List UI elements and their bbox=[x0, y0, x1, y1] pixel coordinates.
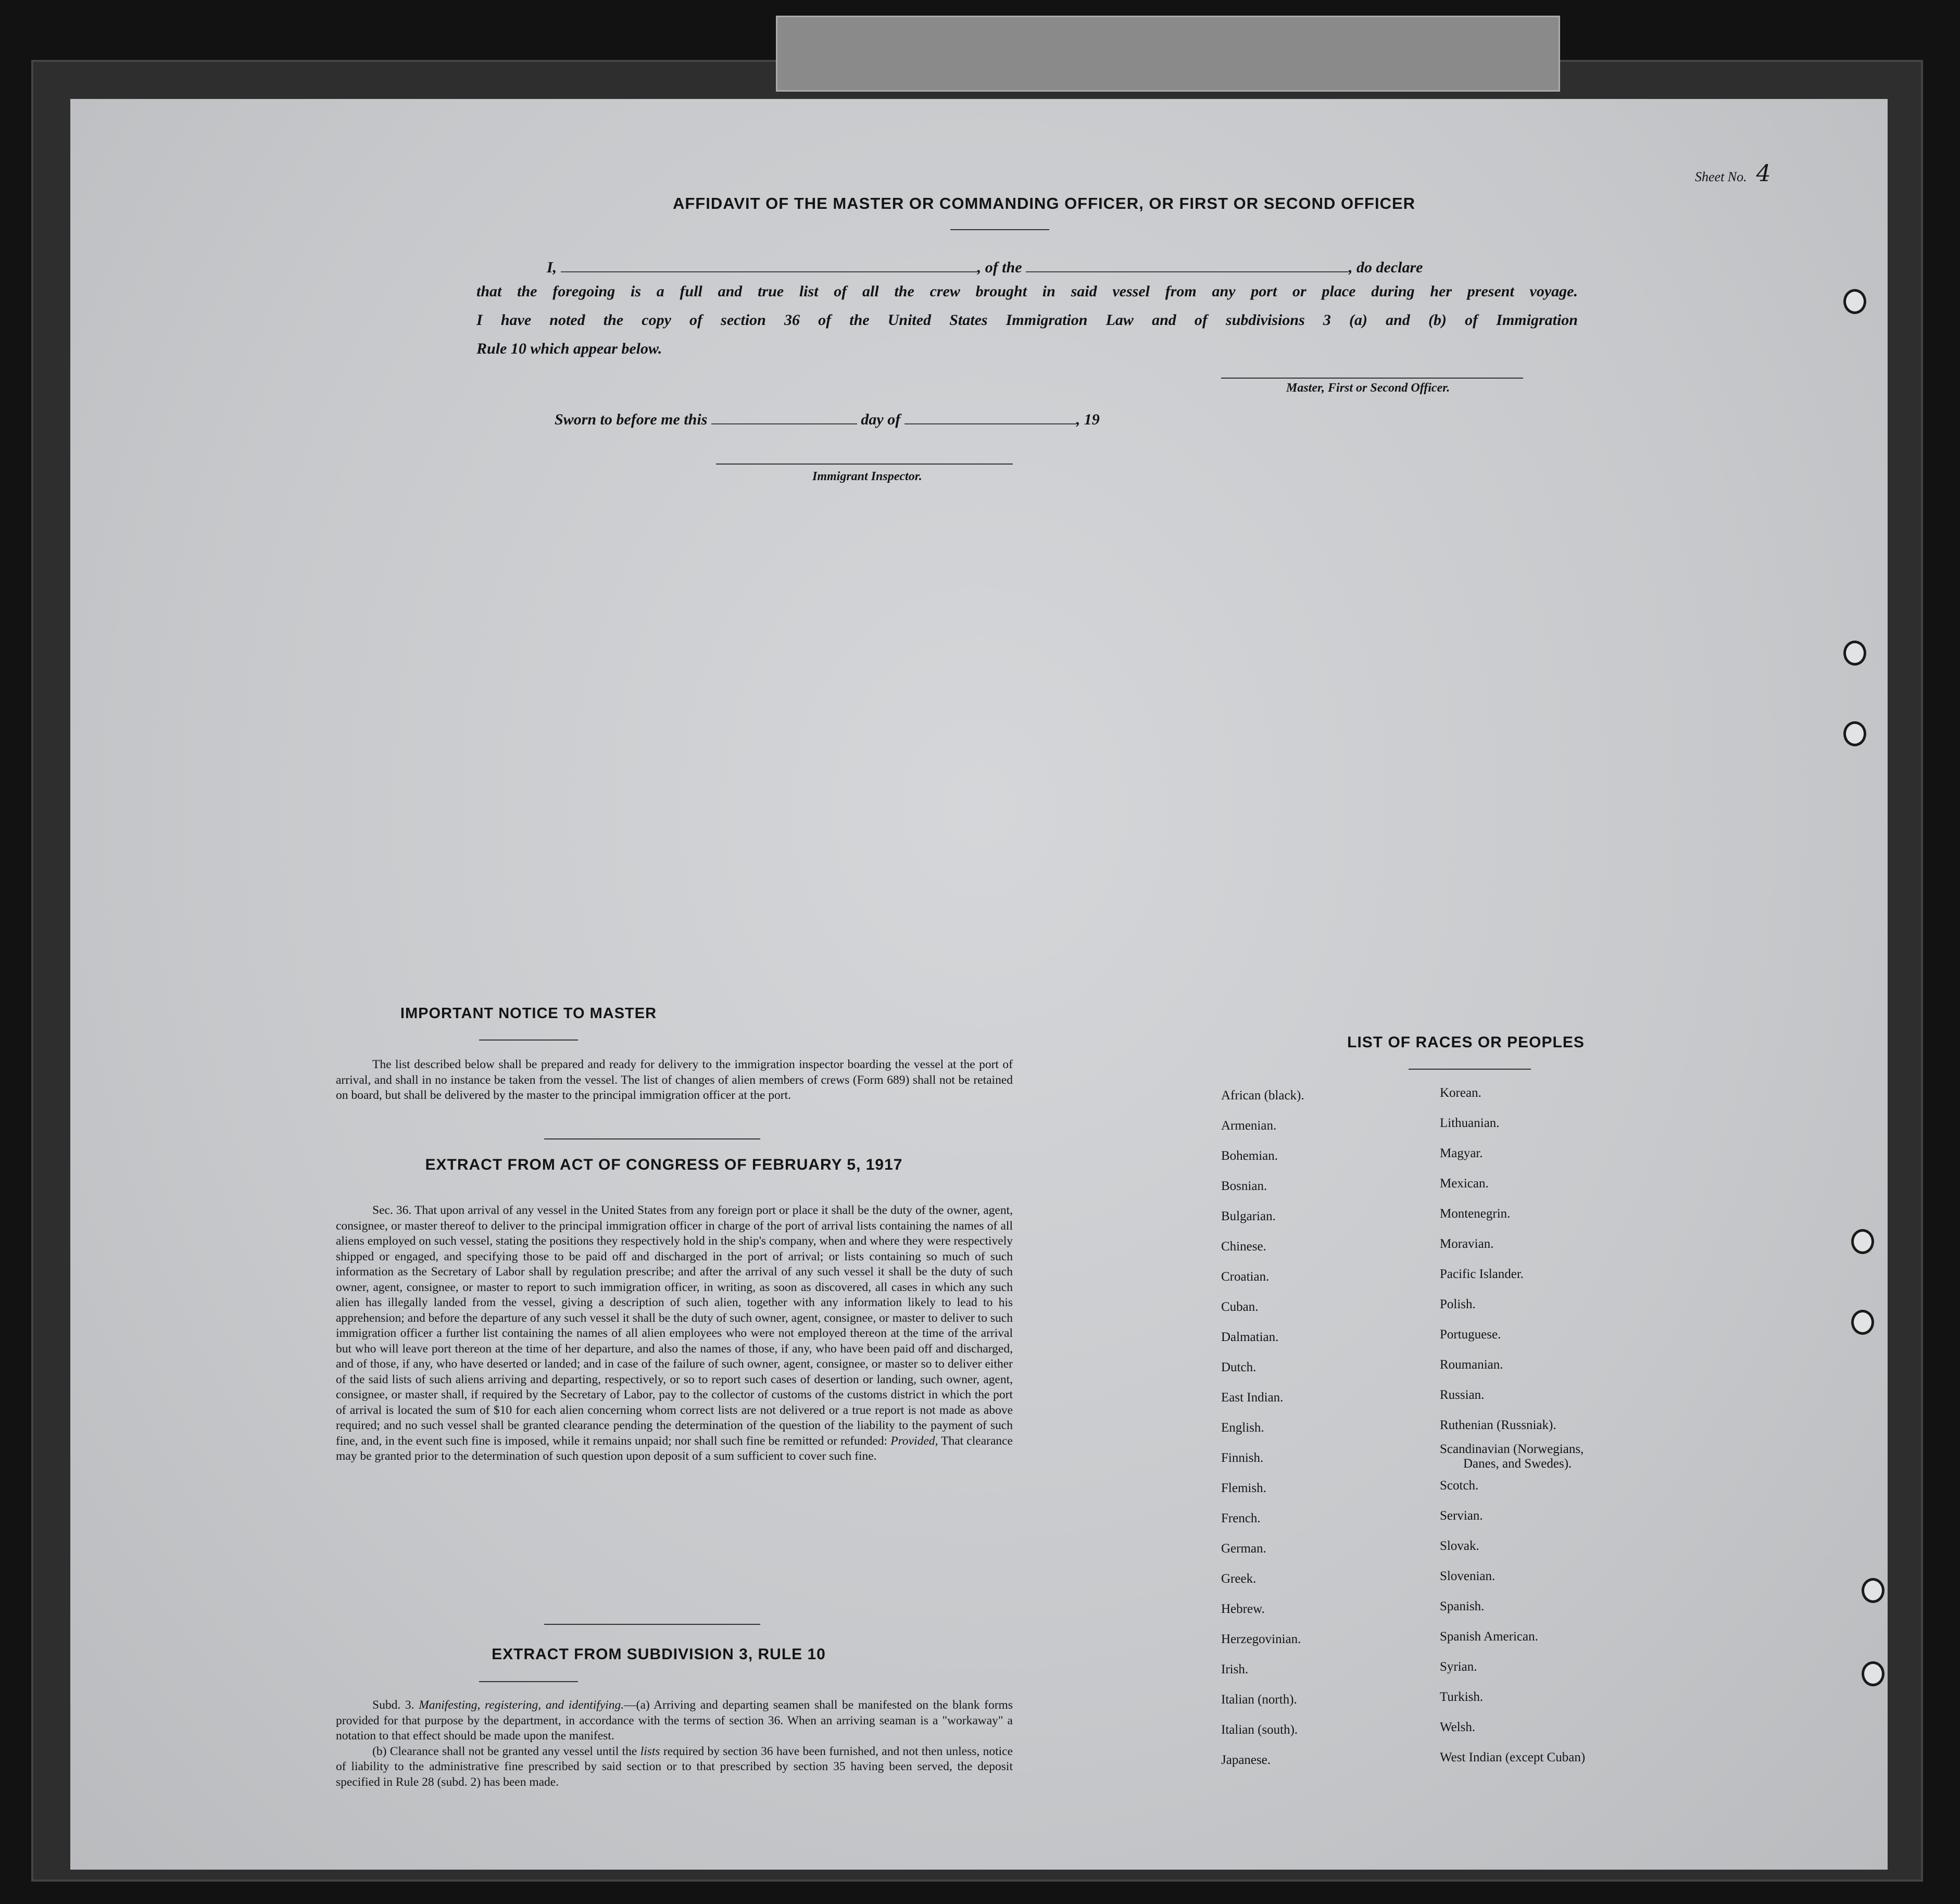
rule-heading: Manifesting, registering, and identifying. bbox=[419, 1698, 624, 1712]
declaration-line-4: Rule 10 which appear below. bbox=[476, 340, 662, 357]
race-item: Scotch. bbox=[1440, 1479, 1479, 1493]
race-item: Roumanian. bbox=[1440, 1358, 1503, 1372]
act-extract-body bbox=[336, 1203, 1013, 1464]
race-item: Lithuanian. bbox=[1440, 1116, 1500, 1130]
race-item bbox=[1440, 1440, 1585, 1471]
punch-hole-4 bbox=[1851, 1229, 1874, 1254]
race-item: Japanese. bbox=[1221, 1753, 1271, 1767]
sworn-day-field[interactable] bbox=[711, 410, 857, 424]
notice-body bbox=[336, 1057, 1013, 1104]
race-item: East Indian. bbox=[1221, 1391, 1284, 1405]
race-item: Bulgarian. bbox=[1221, 1209, 1276, 1223]
race-item: Russian. bbox=[1440, 1388, 1485, 1402]
races-column-2 bbox=[1440, 1078, 1585, 1773]
sworn-line bbox=[555, 410, 1100, 429]
declaration-line-2: that the foregoing is a full and true list of all the crew brought in said vessel from any port or place during her present voyage. bbox=[476, 283, 1578, 300]
punch-hole-5 bbox=[1851, 1310, 1874, 1335]
race-item: Turkish. bbox=[1440, 1690, 1484, 1704]
punch-hole-1 bbox=[1843, 289, 1866, 314]
sheet-number-value: 4 bbox=[1756, 160, 1771, 187]
vessel-field[interactable] bbox=[1026, 258, 1349, 272]
race-item: German. bbox=[1221, 1542, 1266, 1556]
race-item: Italian (north). bbox=[1221, 1693, 1297, 1707]
sworn-prefix: Sworn to before me this bbox=[555, 411, 708, 428]
declaration-of-the: , of the bbox=[977, 259, 1022, 276]
sworn-month-field[interactable] bbox=[904, 410, 1076, 424]
master-signature-line[interactable] bbox=[1221, 378, 1523, 379]
inspector-caption: Immigrant Inspector. bbox=[812, 470, 922, 483]
manifest-sheet bbox=[70, 99, 1888, 1870]
race-item: Korean. bbox=[1440, 1086, 1481, 1100]
race-item: African (black). bbox=[1221, 1088, 1304, 1103]
race-item: Cuban. bbox=[1221, 1300, 1259, 1314]
race-item: Irish. bbox=[1221, 1662, 1249, 1676]
race-item: Servian. bbox=[1440, 1509, 1483, 1523]
race-item: Croatian. bbox=[1221, 1270, 1270, 1284]
name-field[interactable] bbox=[561, 258, 977, 272]
race-item: Dalmatian. bbox=[1221, 1330, 1279, 1344]
races-column-1 bbox=[1221, 1081, 1304, 1775]
race-item: English. bbox=[1221, 1421, 1264, 1435]
rule-b-label: (b) bbox=[372, 1744, 387, 1758]
punch-hole-2 bbox=[1843, 641, 1866, 666]
rule-subdivision-a bbox=[336, 1698, 1013, 1744]
race-item: Syrian. bbox=[1440, 1660, 1477, 1674]
race-item: Slovenian. bbox=[1440, 1569, 1496, 1583]
divider bbox=[950, 229, 1049, 230]
race-item-line: Danes, and Swedes). bbox=[1463, 1457, 1572, 1471]
sworn-day-of: day of bbox=[861, 411, 901, 428]
race-item: Herzegovinian. bbox=[1221, 1632, 1301, 1646]
race-item: Finnish. bbox=[1221, 1451, 1264, 1465]
attached-sheet-edge bbox=[776, 16, 1560, 92]
race-item: Portuguese. bbox=[1440, 1327, 1501, 1342]
rule-extract-title: EXTRACT FROM SUBDIVISION 3, RULE 10 bbox=[492, 1646, 826, 1663]
races-title: LIST OF RACES OR PEOPLES bbox=[1347, 1034, 1585, 1051]
act-extract-title: EXTRACT FROM ACT OF CONGRESS OF FEBRUARY 5, 1917 bbox=[425, 1156, 903, 1173]
affidavit-title: AFFIDAVIT OF THE MASTER OR COMMANDING OFFICER, OR FIRST OR SECOND OFFICER bbox=[672, 194, 1416, 212]
race-item: Armenian. bbox=[1221, 1119, 1277, 1133]
race-item: Spanish. bbox=[1440, 1599, 1485, 1613]
notice-text: The list described below shall be prepared and ready for delivery to the immigration inspector boarding the vessel at the port of arrival, and shall in no instance be taken from the vessel. The list of changes of alien members of crews (Form 689) shall not be retained on board, but shall be delivered by the master to the principal immigration officer at the port. bbox=[336, 1058, 1013, 1102]
declaration-line-1 bbox=[547, 258, 1423, 277]
rule-a-text: Arriving and departing seamen shall be manifested on the blank forms provided for that purpose by the department, in accordance with the terms of section 36. When an arriving seaman is a "workaway" a notation to that effect should be made upon the manifest. bbox=[336, 1698, 1013, 1743]
rule-extract-body bbox=[336, 1698, 1013, 1790]
act-section-label: Sec. 36. bbox=[372, 1204, 412, 1217]
race-item: Spanish American. bbox=[1440, 1630, 1538, 1644]
punch-hole-6 bbox=[1862, 1578, 1884, 1603]
declaration-i: I, bbox=[547, 259, 557, 276]
act-text-body: That upon arrival of any vessel in the United States from any foreign port or place it shall be the duty of the owner, agent, consignee, or master thereof to deliver to the principal immigration officer in charge of the port of arrival lists containing the names of all aliens employed on such vessel, stating the positions they respectively hold in the ship's company, when and where they were respectively shipped or engaged, and specifying those to be paid off and discharged in the port of arrival; or lists containing so much of such information as the Secretary of Labor shall by regulation prescribe; and after the arrival of any such vessel it shall be the duty of such owner, agent, consignee, or master to report to such immigration officer, in writing, as soon as discovered, all cases in which any such alien has illegally landed from the vessel, giving a description of such alien, together with any information likely to lead to his apprehension; and before the departure of any such vessel it shall be the duty of such owner, agent, consignee, or master to deliver to such immigration officer a further list containing the names of all alien employees who were not employed thereon at the time of the arrival but who will leave port thereon at the time of her departure, and also the names of those, if any, who have been paid off and discharged, and of those, if any, who have deserted or landed; and in case of the failure of such owner, agent, consignee, or master so to deliver either of the said lists of such aliens arriving and departing, respectively, or so to report such cases of desertion or landing, such owner, agent, consignee, or master shall, if required by the Secretary of Labor, pay to the collector of customs of the customs district in which the port of arrival is located the sum of $10 for each alien concerning whom correct lists are not delivered or a true report is not made as above required; and no such vessel shall be granted clearance pending the determination of the question of the liability to the payment of such fine, and, in the event such fine is imposed, while it remains unpaid; nor shall such fine be remitted or refunded: bbox=[336, 1204, 1013, 1448]
race-item: Ruthenian (Russniak). bbox=[1440, 1418, 1556, 1432]
race-item: West Indian (except Cuban) bbox=[1440, 1750, 1586, 1764]
divider bbox=[479, 1039, 578, 1041]
race-item: French. bbox=[1221, 1511, 1261, 1525]
race-item: Greek. bbox=[1221, 1572, 1257, 1586]
race-item: Dutch. bbox=[1221, 1360, 1257, 1374]
race-item: Moravian. bbox=[1440, 1237, 1494, 1251]
race-item-line: Scandinavian (Norwegians, bbox=[1440, 1442, 1584, 1456]
punch-hole-3 bbox=[1843, 721, 1866, 746]
rule-subd-label: Subd. 3. bbox=[372, 1698, 414, 1712]
punch-hole-7 bbox=[1862, 1661, 1884, 1686]
act-text-tail: That clearance may be granted prior to the determination of such question upon deposit of a sum sufficient to cover such fine. bbox=[336, 1434, 1013, 1463]
divider bbox=[1409, 1069, 1531, 1070]
race-item: Hebrew. bbox=[1221, 1602, 1265, 1616]
race-item: Welsh. bbox=[1440, 1720, 1476, 1734]
sworn-year: , 19 bbox=[1076, 411, 1100, 428]
inspector-signature-line[interactable] bbox=[716, 464, 1013, 465]
race-item: Polish. bbox=[1440, 1297, 1476, 1311]
race-item: Chinese. bbox=[1221, 1239, 1266, 1254]
sheet-number-label: Sheet No. bbox=[1695, 169, 1747, 184]
race-item: Bosnian. bbox=[1221, 1179, 1267, 1193]
declaration-do-declare: , do declare bbox=[1349, 259, 1423, 276]
race-item: Montenegrin. bbox=[1440, 1207, 1511, 1221]
race-item: Magyar. bbox=[1440, 1146, 1483, 1160]
race-item: Italian (south). bbox=[1221, 1723, 1298, 1737]
race-item: Flemish. bbox=[1221, 1481, 1266, 1495]
rule-b-text-1: Clearance shall not be granted any vessel until the bbox=[390, 1744, 637, 1758]
act-provided: Provided, bbox=[890, 1434, 938, 1448]
master-signature-caption: Master, First or Second Officer. bbox=[1286, 381, 1450, 395]
declaration-line-3: I have noted the copy of section 36 of the United States Immigration Law and of subdivisions 3 (a) and (b) of Immigration bbox=[476, 311, 1578, 329]
race-item: Bohemian. bbox=[1221, 1149, 1278, 1163]
rule-a-label: —(a) bbox=[624, 1698, 650, 1712]
act-extract-text bbox=[336, 1203, 1013, 1464]
divider bbox=[479, 1681, 578, 1682]
race-item: Pacific Islander. bbox=[1440, 1267, 1524, 1281]
divider bbox=[544, 1138, 760, 1139]
notice-title: IMPORTANT NOTICE TO MASTER bbox=[400, 1005, 657, 1022]
sheet-number bbox=[1695, 160, 1771, 187]
rule-subdivision-b bbox=[336, 1744, 1013, 1790]
rule-b-text-2: required by section 36 have been furnished, and not then unless, notice of liability to the administrative fine prescribed by said section or to that prescribed by section 35 having been served, the deposit specified in Rule 28 (subd. 2) has been made. bbox=[336, 1744, 1013, 1789]
divider bbox=[544, 1624, 760, 1625]
race-item: Slovak. bbox=[1440, 1539, 1479, 1553]
declaration-text bbox=[476, 281, 1578, 367]
race-item: Mexican. bbox=[1440, 1176, 1489, 1191]
rule-b-lists: lists bbox=[640, 1744, 660, 1758]
